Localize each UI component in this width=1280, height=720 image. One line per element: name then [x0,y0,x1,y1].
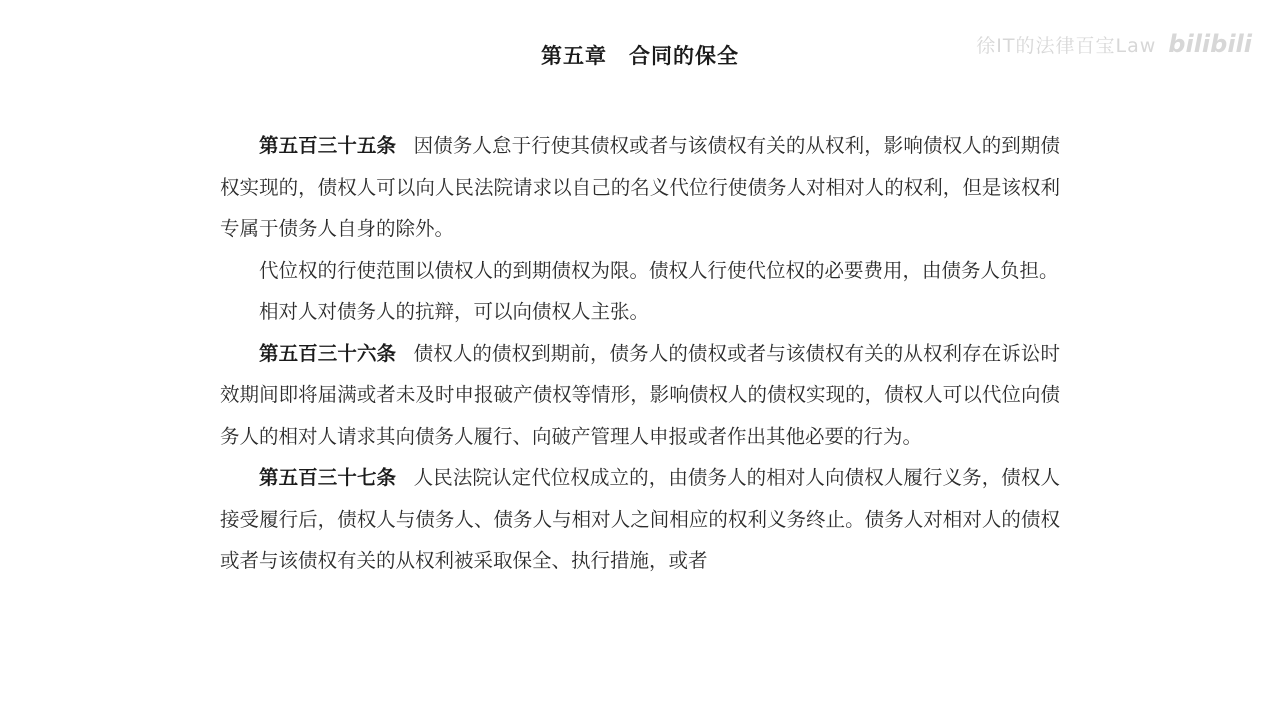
article-536-paragraph [220,333,1060,458]
article-535-paragraph-2 [220,250,1060,292]
paragraph-text: 代位权的行使范围以债权人的到期债权为限。债权人行使代位权的必要费用，由债务人负担。 [259,258,1059,282]
watermark-text: 徐IT的法律百宝Law [976,34,1157,57]
article-535-paragraph-3 [220,291,1060,333]
paragraph-text: 人民法院认定代位权成立的，由债务人的相对人向债权人履行义务，债权人接受履行后，债权人与债务人、债务人与相对人之间相应的权利义务终止。债务人对相对人的债权或者与该债权有关的从权利被采取保全、执行措施，或者 [220,466,1060,572]
paragraph-text: 债权人的债权到期前，债务人的债权或者与该债权有关的从权利存在诉讼时效期间即将届满或者未及时申报破产债权等情形，影响债权人的债权实现的，债权人可以代位向债务人的相对人请求其向债务人履行、向破产管理人申报或者作出其他必要的行为。 [220,341,1060,448]
document-body [220,125,1060,582]
bilibili-logo-icon: bilibili [1168,30,1252,58]
article-number: 第五百三十六条 [259,341,397,365]
watermark [976,30,1252,58]
paragraph-text: 相对人对债务人的抗辩，可以向债权人主张。 [259,300,650,323]
article-537-paragraph [220,457,1060,582]
article-535-paragraph [220,125,1060,250]
article-number: 第五百三十七条 [259,466,397,489]
article-number: 第五百三十五条 [259,134,397,157]
chapter-title: 第五章 合同的保全 [541,44,739,68]
paragraph-text: 因债务人怠于行使其债权或者与该债权有关的从权利，影响债权人的到期债权实现的，债权人可以向人民法院请求以自己的名义代位行使债务人对相对人的权利，但是该权利专属于债务人自身的除外。 [220,134,1060,240]
